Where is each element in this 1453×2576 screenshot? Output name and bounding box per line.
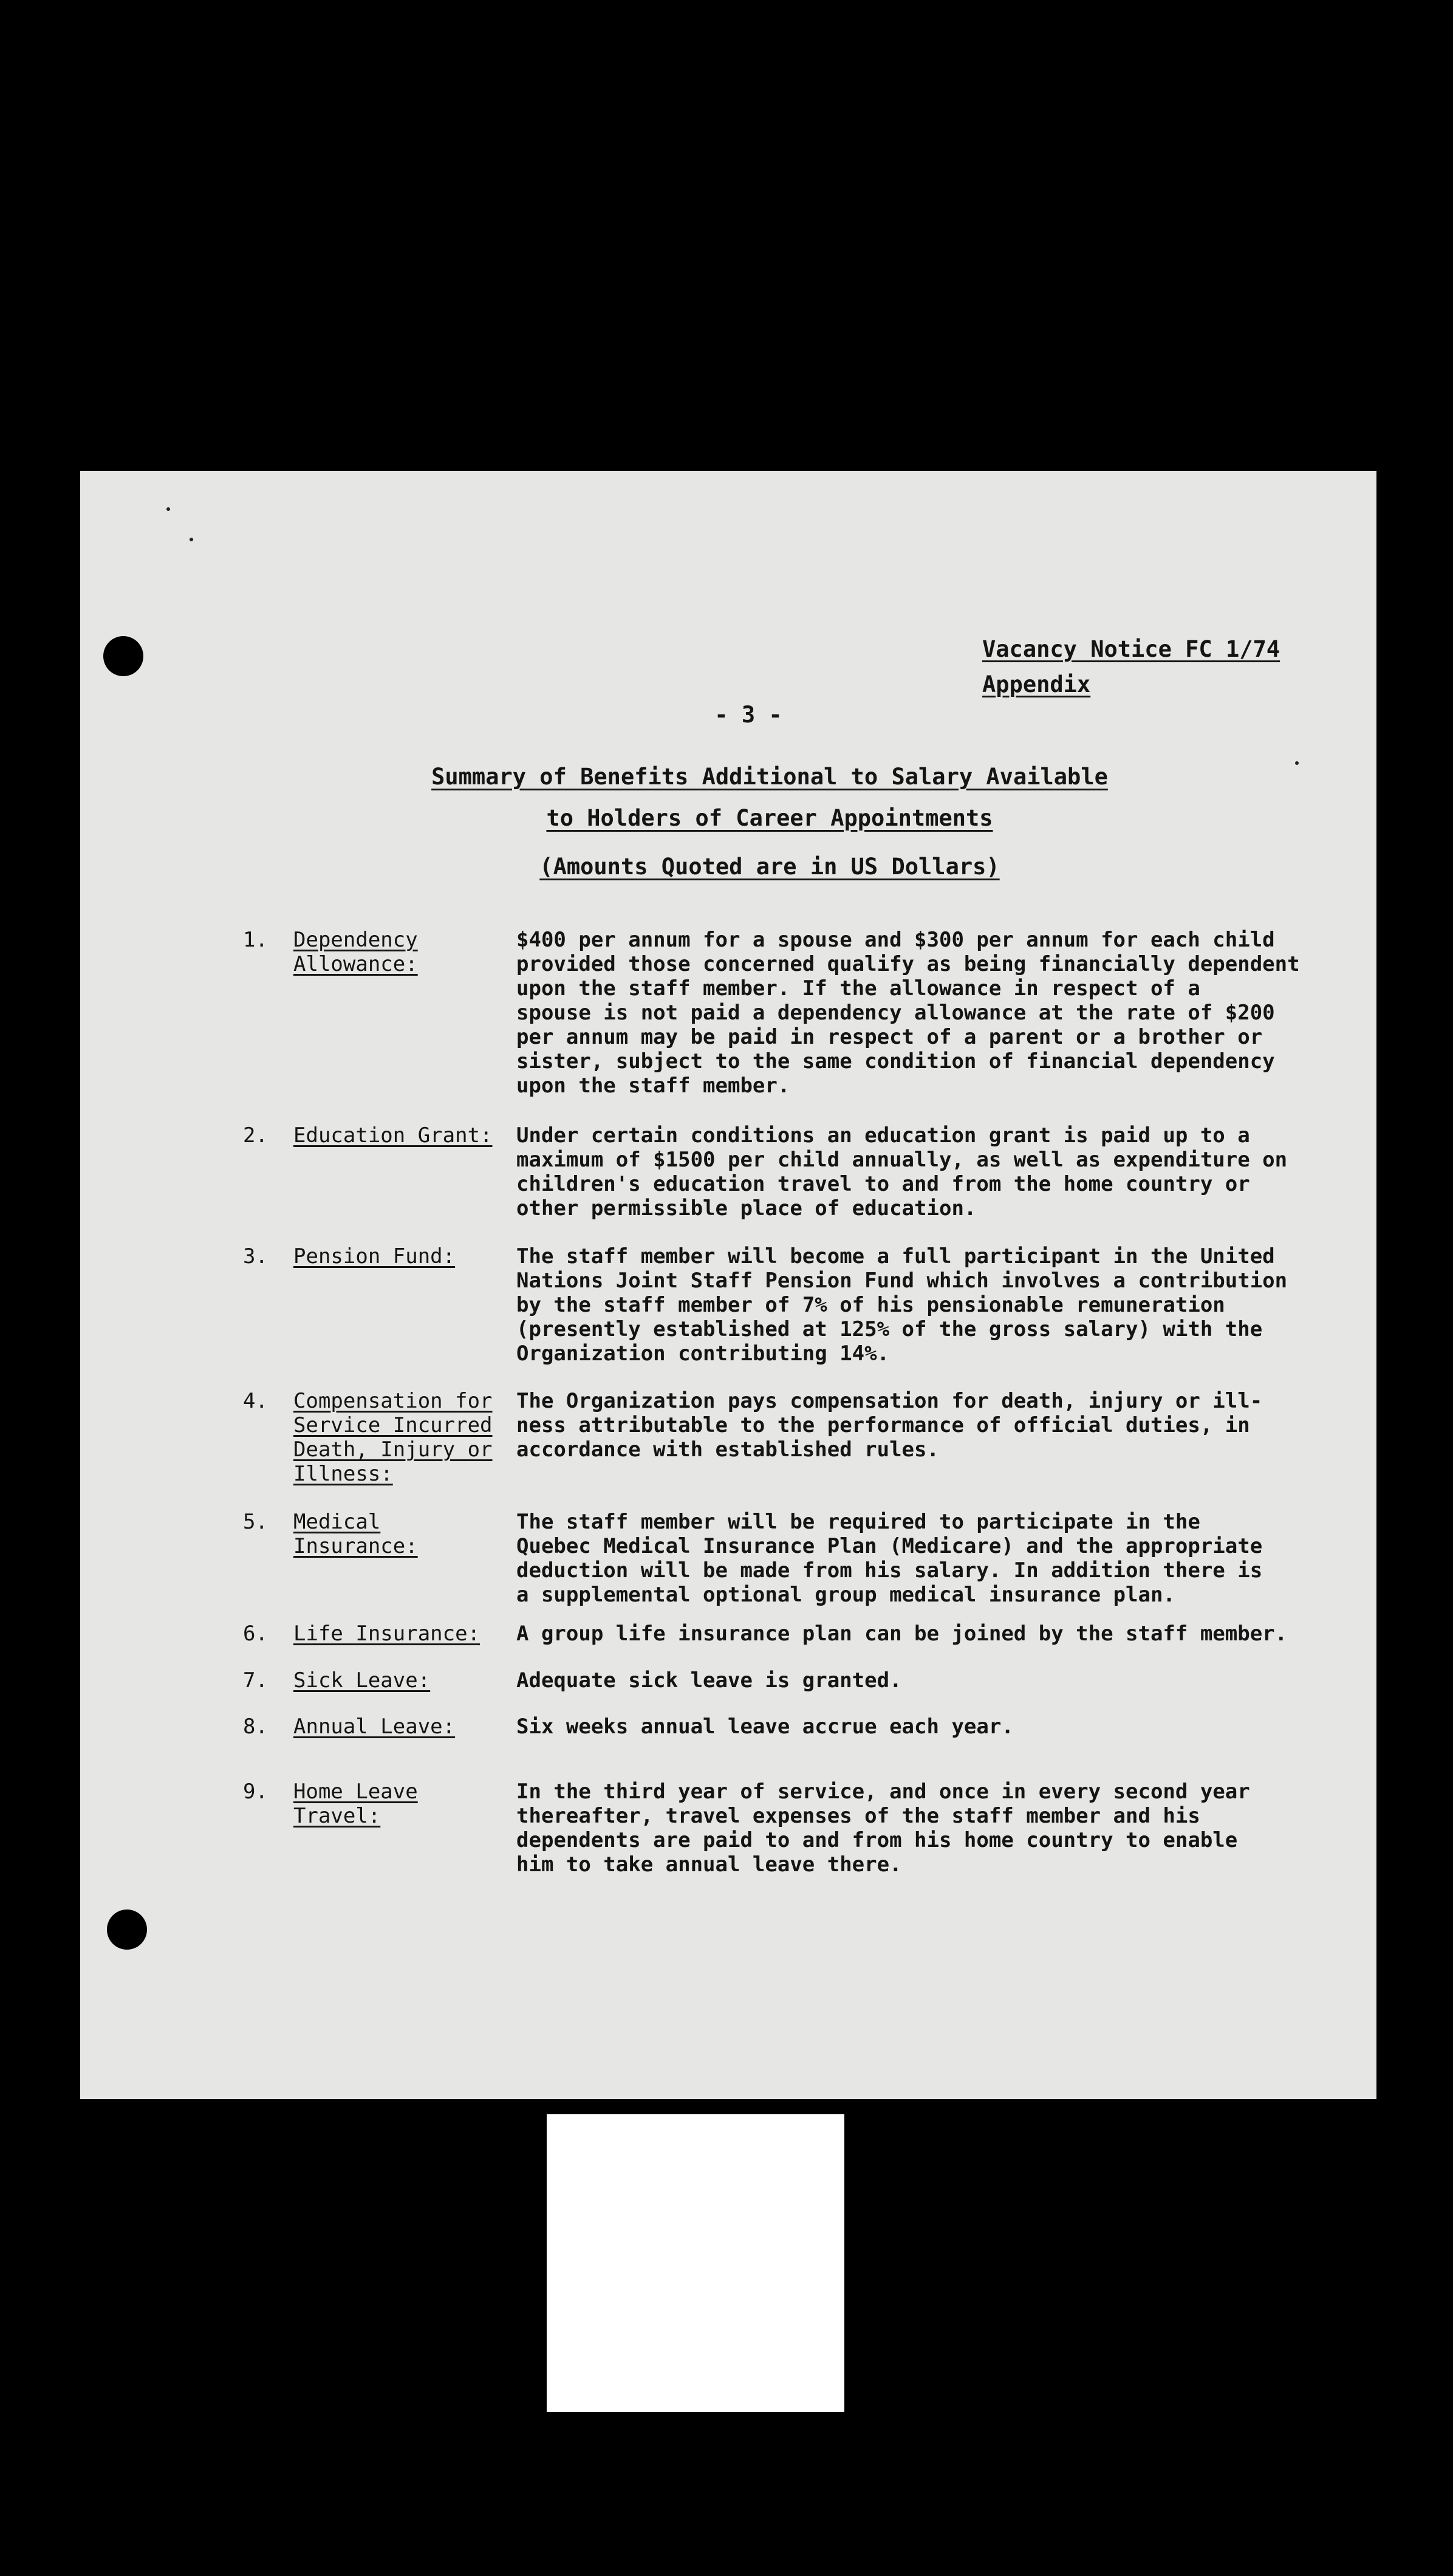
item-number: 9.	[243, 1780, 268, 1804]
title-line-2: to Holders of Career Appointments	[546, 805, 993, 831]
item-description: Adequate sick leave is granted.	[516, 1668, 902, 1693]
item-description: Six weeks annual leave accrue each year.	[516, 1714, 1014, 1739]
item-number: 2.	[243, 1123, 268, 1148]
item-description: Under certain conditions an education grant is paid up to a maximum of $1500 per child annually, as well as expenditure on children's education travel to and from the home country or other permissible place of education.	[516, 1123, 1288, 1221]
item-number: 7.	[243, 1668, 268, 1693]
item-label: Compensation for Service Incurred Death, Injury or Illness:	[293, 1389, 493, 1486]
item-description: $400 per annum for a spouse and $300 per annum for each child provided those concerned qualify as being financially dependent upon the staff member. If the allowance in respect of a spouse is not paid a dependency allowance at the rate of $200 per annum may be paid in respect of a parent or a brother or sister, subject to the same condition of financial dependency upon the staff member.	[516, 928, 1300, 1098]
appendix-label: Appendix	[982, 671, 1091, 697]
item-label: Home Leave Travel:	[293, 1780, 418, 1828]
item-description: The staff member will be required to participate in the Quebec Medical Insurance Plan (Medicare) and the appropriate deduction will be made from his salary. In addition there is a supplemental optional group medical insurance plan.	[516, 1510, 1263, 1607]
item-number: 4.	[243, 1389, 268, 1413]
blank-card	[547, 2114, 844, 2412]
page-number: - 3 -	[714, 702, 782, 728]
currency-note: (Amounts Quoted are in US Dollars)	[539, 854, 1000, 880]
punch-hole-bottom	[107, 1910, 147, 1950]
item-number: 3.	[243, 1244, 268, 1269]
punch-hole-top	[103, 636, 143, 676]
item-label: Dependency Allowance:	[293, 928, 418, 976]
item-number: 1.	[243, 928, 268, 952]
document-subtitle	[80, 854, 1453, 880]
item-number: 6.	[243, 1622, 268, 1646]
item-label: Medical Insurance:	[293, 1510, 418, 1558]
title-line-1: Summary of Benefits Additional to Salary Available	[431, 764, 1108, 790]
vacancy-notice-number: Vacancy Notice FC 1/74	[982, 636, 1280, 662]
item-number: 5.	[243, 1510, 268, 1534]
item-description: In the third year of service, and once in every second year thereafter, travel expenses of the staff member and his dependents are paid to and from his home country to enable him to take annual leave there.	[516, 1780, 1250, 1877]
vacancy-reference	[982, 632, 1280, 702]
speck	[166, 507, 170, 511]
item-description: The Organization pays compensation for death, injury or ill- ness attributable to the performance of official duties, in accordance with established rules.	[516, 1389, 1263, 1462]
item-number: 8.	[243, 1714, 268, 1739]
item-description: A group life insurance plan can be joined by the staff member.	[516, 1622, 1288, 1646]
document-page	[80, 471, 1376, 2099]
item-label: Sick Leave:	[293, 1668, 431, 1693]
item-label: Life Insurance:	[293, 1622, 480, 1646]
item-label: Pension Fund:	[293, 1244, 456, 1269]
item-description: The staff member will become a full participant in the United Nations Joint Staff Pension Fund which involves a contribution by the staff member of 7% of his pensionable remuneration (presently established at 125% of the gross salary) with the Organization contributing 14%.	[516, 1244, 1288, 1366]
item-label: Annual Leave:	[293, 1714, 456, 1739]
speck	[190, 538, 193, 541]
document-title	[80, 756, 1453, 839]
item-label: Education Grant:	[293, 1123, 493, 1148]
